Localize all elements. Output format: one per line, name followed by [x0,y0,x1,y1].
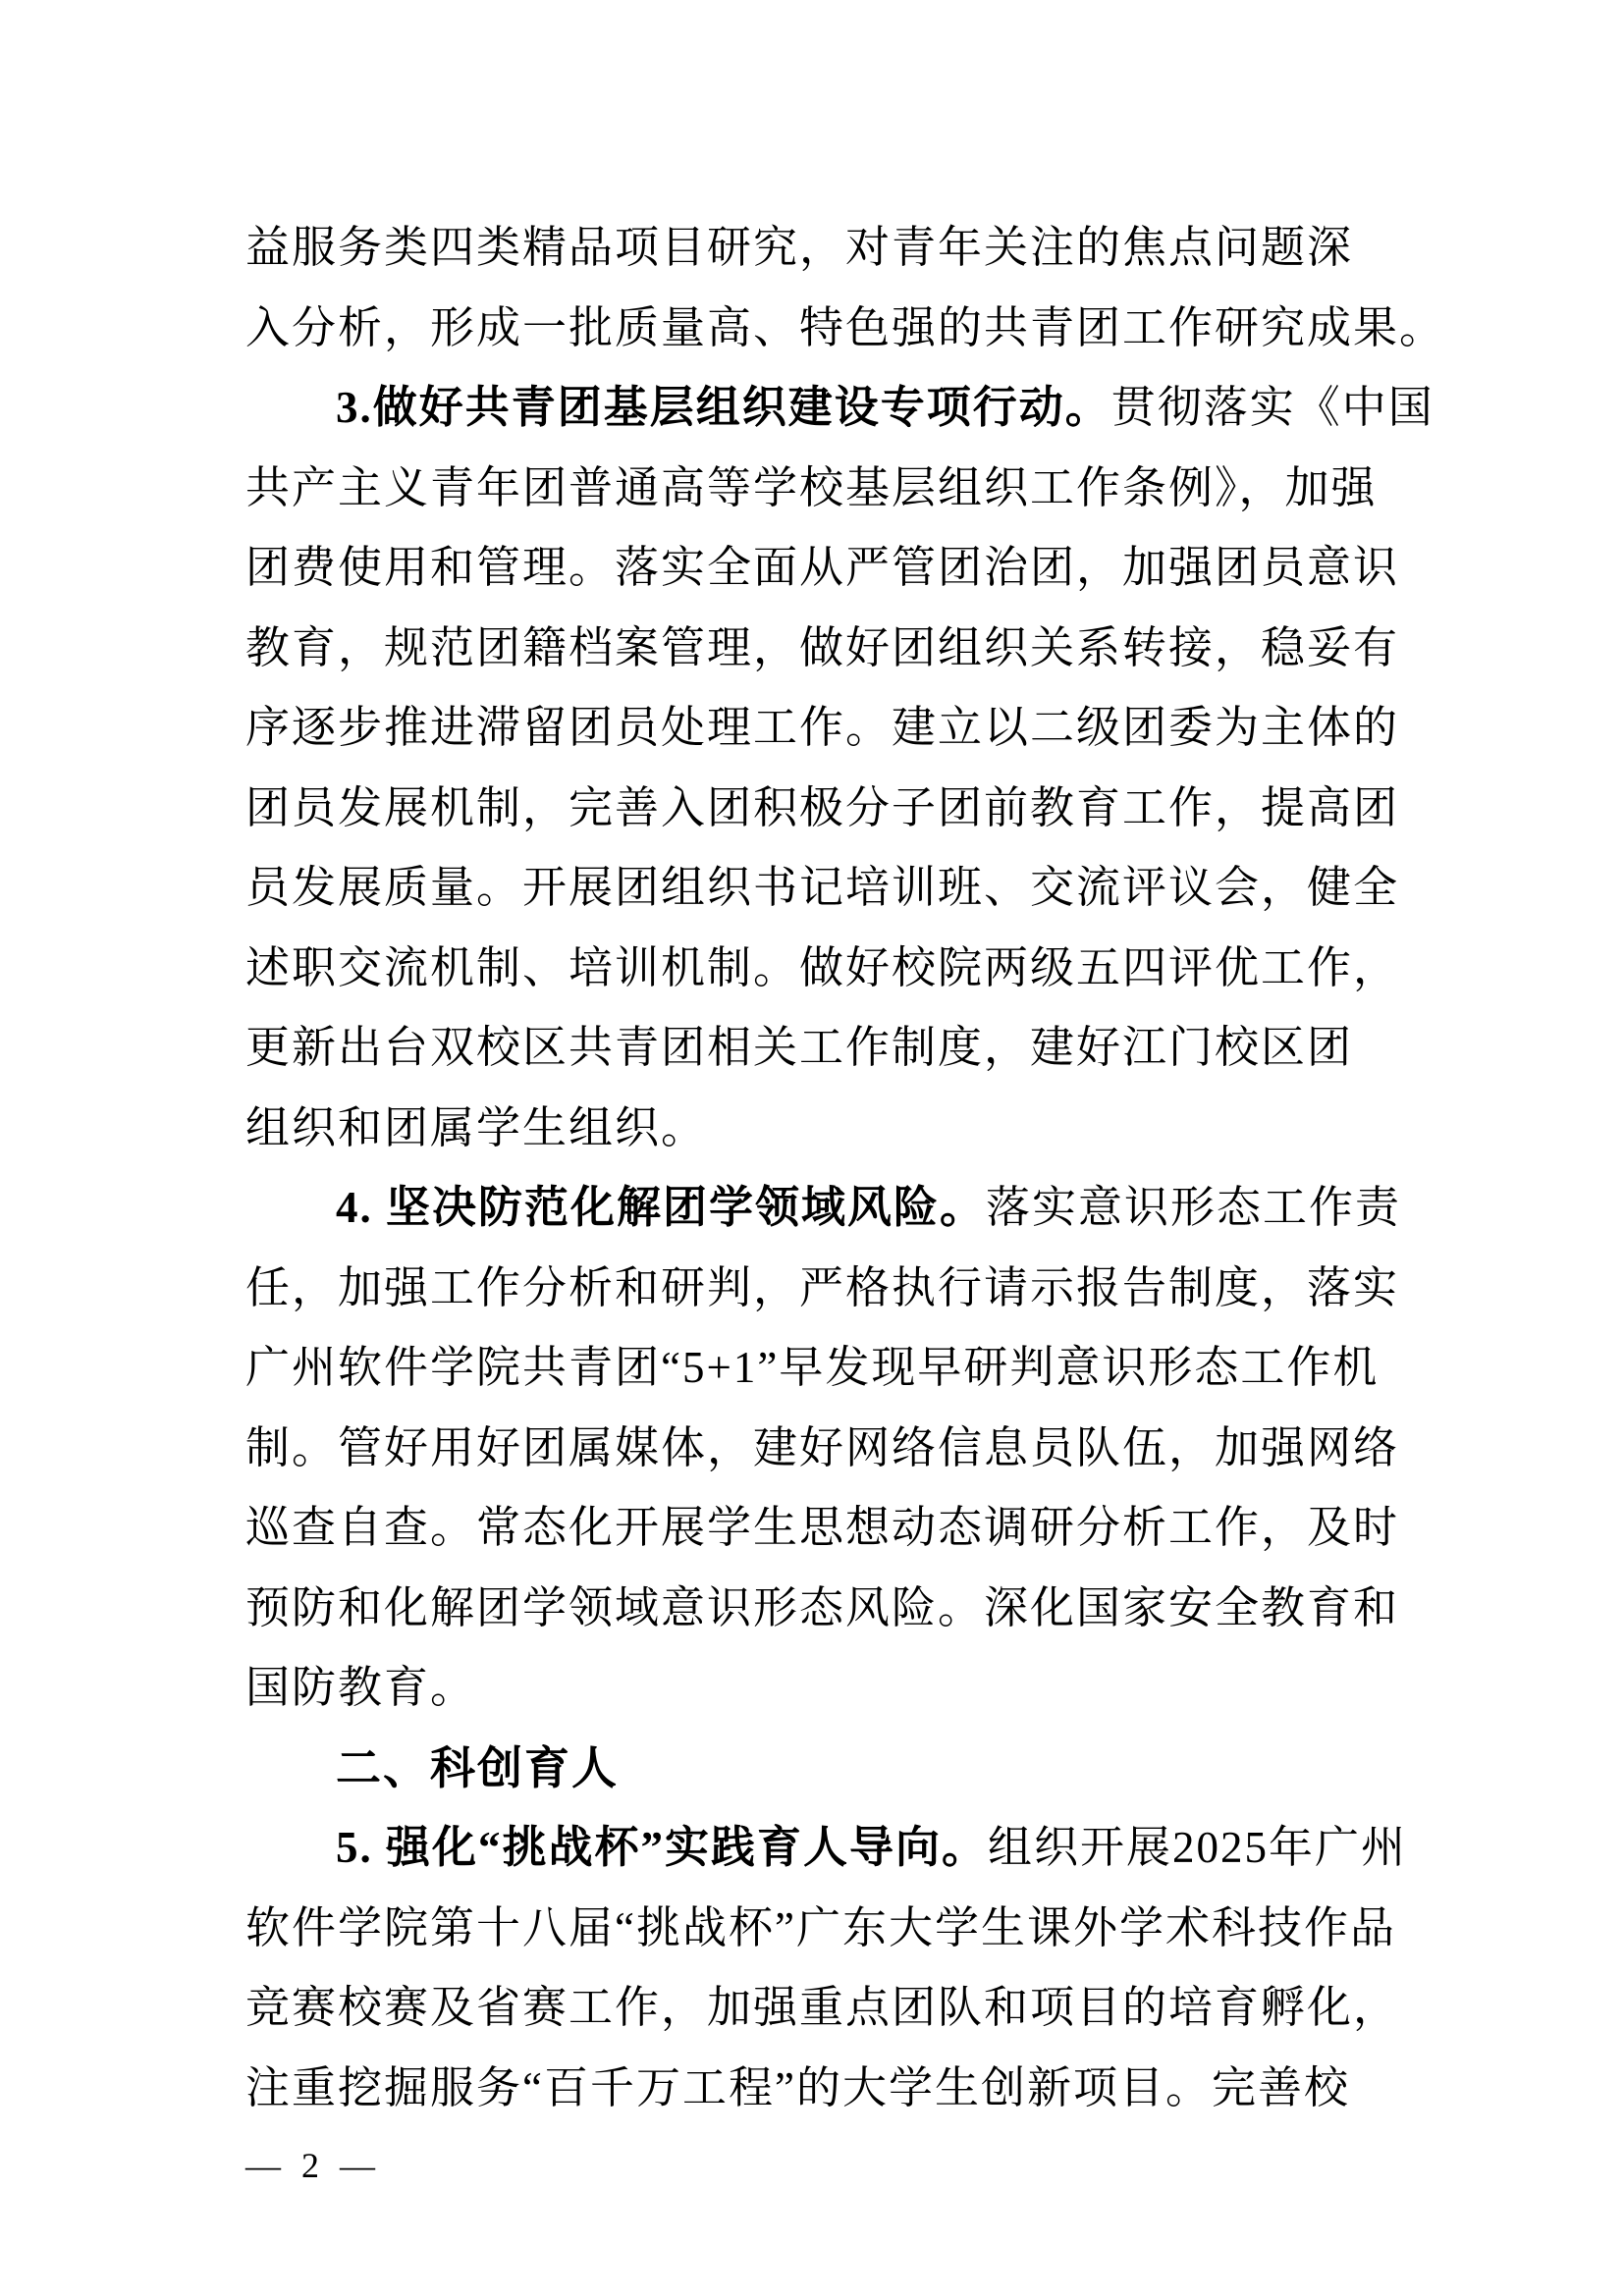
body-text: 员发展质量。开展团组织书记培训班、交流评议会，健全 [245,863,1400,912]
bold-lead-in-text: 3.做好共青团基层组织建设专项行动。 [336,383,1111,432]
body-text: 序逐步推进滞留团员处理工作。建立以二级团委为主体的 [245,703,1400,752]
text-line [245,528,1492,609]
text-line [245,289,1492,369]
body-text: 组织和团属学生组织。 [245,1102,708,1152]
text-line [245,1249,1492,1329]
text-line [245,1889,1492,1969]
body-text: 更新出台双校区共青团相关工作制度，建好江门校区团 [245,1023,1354,1072]
text-line [245,1008,1492,1089]
text-line [245,929,1492,1009]
text-line [245,1648,1492,1729]
text-line [245,848,1492,929]
text-line [245,1089,1492,1169]
text-line [245,609,1492,689]
document-body [245,208,1492,2128]
body-text: 贯彻落实《中国 [1110,383,1435,432]
body-text: 预防和化解团学领域意识形态风险。深化国家安全教育和 [245,1582,1400,1632]
text-line [245,1328,1492,1409]
page-number: — 2 — [245,2146,381,2185]
body-text: 国防教育。 [245,1663,477,1712]
text-line [245,208,1492,289]
body-text: 益服务类四类精品项目研究，对青年关注的焦点问题深 [245,223,1354,272]
body-text: 巡查自查。常态化开展学生思想动态调研分析工作，及时 [245,1503,1400,1552]
body-text: 组织开展2025年广州 [988,1823,1408,1872]
body-text: 制。管好用好团属媒体，建好网络信息员队伍，加强网络 [245,1422,1400,1472]
body-text: 团员发展机制，完善入团积极分子团前教育工作，提高团 [245,782,1400,832]
bold-lead-in-text: 4. 坚决防范化解团学领域风险。 [336,1183,987,1232]
body-text: 述职交流机制、培训机制。做好校院两级五四评优工作， [245,942,1400,992]
text-line [245,1569,1492,1649]
bold-lead-in-text: 5. 强化“挑战杯”实践育人导向。 [336,1823,989,1872]
text-line [245,1168,1492,1249]
body-text: 注重挖掘服务“百千万工程”的大学生创新项目。完善校 [245,2062,1350,2112]
text-line [245,2049,1492,2129]
body-text: 竞赛校赛及省赛工作，加强重点团队和项目的培育孵化， [245,1983,1400,2032]
body-text: 入分析，形成一批质量高、特色强的共青团工作研究成果。 [245,302,1446,352]
text-line [245,1968,1492,2049]
body-text: 软件学院第十八届“挑战杯”广东大学生课外学术科技作品 [245,1902,1396,1952]
text-line [245,769,1492,849]
body-text: 广州软件学院共青团“5+1”早发现早研判意识形态工作机 [245,1343,1380,1392]
body-text: 任，加强工作分析和研判，严格执行请示报告制度，落实 [245,1262,1400,1312]
body-text: 落实意识形态工作责 [986,1183,1402,1232]
body-text: 教育，规范团籍档案管理，做好团组织关系转接，稳妥有 [245,622,1400,672]
text-line [245,1729,1492,1809]
body-text: 团费使用和管理。落实全面从严管团治团，加强团员意识 [245,543,1400,592]
text-line [245,449,1492,529]
bold-lead-in-text: 二、科创育人 [336,1741,619,1793]
text-line [245,688,1492,769]
text-line [245,368,1492,449]
text-line [245,1488,1492,1569]
body-text: 共产主义青年团普通高等学校基层组织工作条例》，加强 [245,462,1378,512]
text-line [245,1808,1492,1889]
text-line [245,1409,1492,1489]
